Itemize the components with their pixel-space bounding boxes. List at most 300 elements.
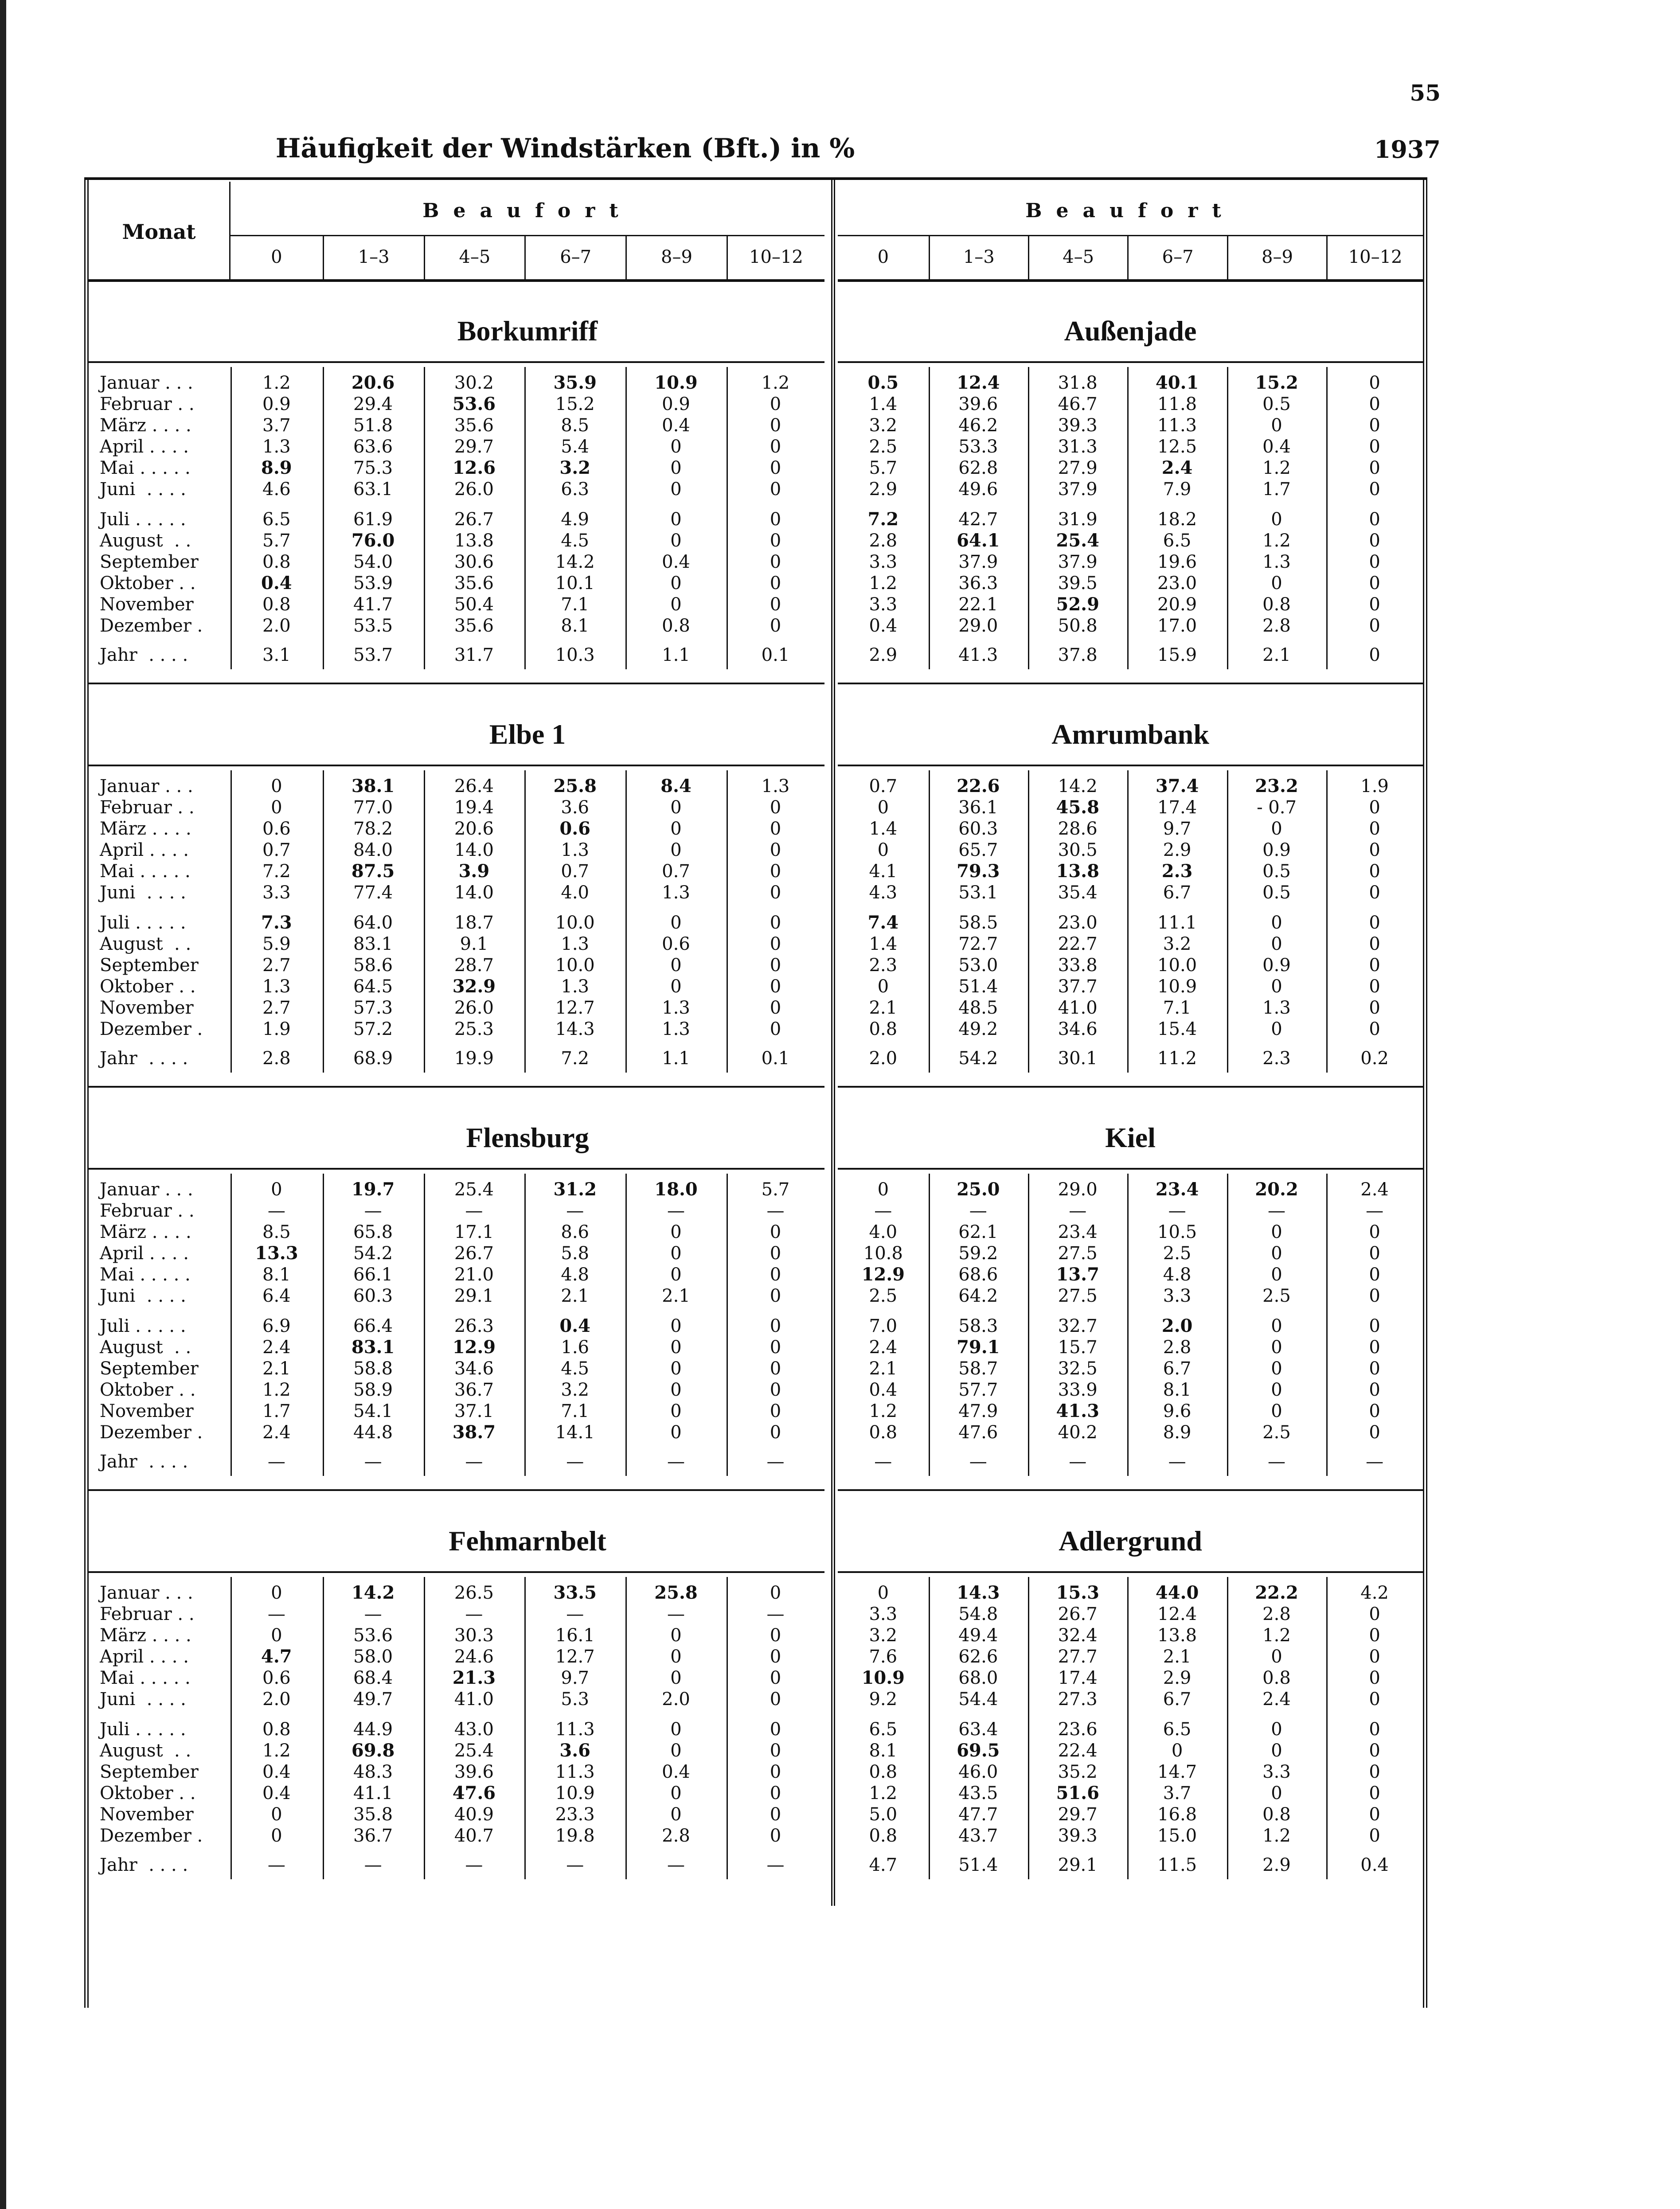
- data-cell: 7.3: [261, 912, 292, 933]
- month-label: Juni . . . .: [100, 882, 186, 903]
- data-cell: 1.2: [1262, 1826, 1291, 1846]
- data-cell: 0: [1271, 1316, 1282, 1336]
- data-cell: 83.1: [353, 934, 393, 954]
- month-row: [0, 1422, 1680, 1443]
- data-cell: 0.8: [262, 1719, 291, 1740]
- station-title-rule: [89, 1571, 824, 1573]
- month-label: August . .: [100, 934, 191, 954]
- data-cell: 25.8: [654, 1582, 698, 1603]
- beaufort-column-header: 1–3: [929, 235, 1028, 279]
- data-cell: 7.9: [1163, 479, 1192, 500]
- data-cell: 0: [1271, 1243, 1282, 1264]
- data-cell: 5.0: [869, 1804, 898, 1825]
- data-cell: 83.1: [351, 1337, 395, 1358]
- data-cell: 0: [770, 913, 781, 933]
- data-cell: 0: [1369, 1719, 1380, 1740]
- data-cell: 0: [670, 819, 682, 839]
- data-cell: 1.3: [662, 1019, 690, 1039]
- data-cell: 41.7: [353, 594, 393, 615]
- data-cell: 49.6: [958, 479, 998, 500]
- data-cell: —: [667, 1855, 685, 1875]
- data-cell: 13.8: [1056, 861, 1099, 882]
- data-cell: 23.0: [1157, 573, 1197, 593]
- beaufort-column-header: 8–9: [625, 235, 727, 279]
- data-cell: 0: [770, 861, 781, 882]
- month-label: Februar . .: [100, 394, 195, 414]
- data-cell: 2.5: [869, 437, 898, 457]
- data-cell: 0: [670, 1222, 682, 1242]
- data-cell: 36.7: [454, 1380, 494, 1400]
- data-cell: 0.8: [1262, 1668, 1291, 1688]
- month-row: [0, 1315, 1680, 1337]
- data-cell: 41.0: [454, 1689, 494, 1709]
- data-cell: 0.9: [1262, 840, 1291, 860]
- data-cell: 9.7: [1163, 819, 1192, 839]
- data-cell: 0.4: [662, 415, 690, 436]
- data-cell: 12.7: [555, 998, 595, 1018]
- data-cell: 58.7: [958, 1358, 998, 1379]
- month-label: Jahr . . . .: [100, 1855, 188, 1875]
- data-cell: 0: [1271, 1358, 1282, 1379]
- month-label: April . . . .: [100, 437, 189, 457]
- data-cell: 27.5: [1058, 1286, 1098, 1306]
- data-cell: 53.5: [353, 616, 393, 636]
- data-cell: 7.2: [867, 509, 899, 530]
- data-cell: 15.4: [1157, 1019, 1197, 1039]
- data-cell: 0: [1369, 616, 1380, 636]
- month-label: September: [100, 1358, 199, 1379]
- month-label: Januar . . .: [100, 1583, 193, 1603]
- data-cell: 9.6: [1163, 1401, 1192, 1421]
- data-cell: 0.6: [262, 819, 291, 839]
- data-cell: 2.4: [1360, 1179, 1389, 1200]
- data-cell: 1.3: [662, 998, 690, 1018]
- data-cell: 14.0: [454, 882, 494, 903]
- data-cell: 2.5: [869, 1286, 898, 1306]
- data-cell: 7.1: [1163, 998, 1192, 1018]
- data-cell: 6.5: [869, 1719, 898, 1740]
- month-label: November: [100, 1804, 194, 1825]
- data-cell: 0: [271, 1583, 282, 1603]
- data-cell: 29.7: [454, 437, 494, 457]
- data-cell: 23.3: [555, 1804, 595, 1825]
- month-row: [0, 1582, 1680, 1604]
- data-cell: 0: [770, 479, 781, 500]
- data-cell: 0: [770, 1337, 781, 1358]
- station-block-separator: [89, 1086, 824, 1088]
- data-cell: 6.3: [561, 479, 589, 500]
- month-row: [0, 1761, 1680, 1783]
- month-row: [0, 882, 1680, 903]
- month-label: September: [100, 552, 199, 572]
- month-label: Dezember .: [100, 1826, 203, 1846]
- data-cell: 0: [770, 882, 781, 903]
- data-cell: 12.4: [1157, 1604, 1197, 1624]
- data-cell: 31.3: [1058, 437, 1098, 457]
- data-cell: 51.4: [958, 976, 998, 997]
- data-cell: 0.8: [262, 594, 291, 615]
- data-cell: 0: [1369, 1804, 1380, 1825]
- data-cell: 2.7: [262, 998, 291, 1018]
- data-cell: 2.4: [1161, 457, 1193, 478]
- data-cell: 12.5: [1157, 437, 1197, 457]
- data-cell: 11.3: [555, 1762, 595, 1782]
- data-cell: 35.9: [553, 372, 597, 393]
- station-title: Außenjade: [1064, 315, 1197, 347]
- data-cell: 40.7: [454, 1826, 494, 1846]
- data-cell: 10.5: [1157, 1222, 1197, 1242]
- data-cell: —: [267, 1604, 285, 1624]
- month-row: [0, 1243, 1680, 1264]
- data-cell: 0: [1369, 394, 1380, 414]
- data-cell: 48.3: [353, 1762, 393, 1782]
- data-cell: —: [874, 1452, 892, 1472]
- data-cell: 35.2: [1058, 1762, 1098, 1782]
- data-cell: 41.1: [353, 1783, 393, 1803]
- data-cell: —: [1168, 1452, 1186, 1472]
- data-cell: 27.7: [1058, 1647, 1098, 1667]
- data-cell: 0: [1369, 1741, 1380, 1761]
- data-cell: 0: [670, 1265, 682, 1285]
- data-cell: 6.4: [262, 1286, 291, 1306]
- data-cell: 0: [1369, 1019, 1380, 1039]
- data-cell: 0: [1369, 594, 1380, 615]
- data-cell: 13.8: [1157, 1625, 1197, 1646]
- data-cell: 2.4: [1262, 1689, 1291, 1709]
- data-cell: 10.0: [555, 955, 595, 976]
- data-cell: 35.6: [454, 573, 494, 593]
- data-cell: 23.4: [1058, 1222, 1098, 1242]
- beaufort-column-header: 6–7: [1127, 235, 1227, 279]
- month-row: [0, 1667, 1680, 1689]
- data-cell: 1.3: [1262, 552, 1291, 572]
- month-row: [0, 1604, 1680, 1625]
- month-row: [0, 1222, 1680, 1243]
- month-label: April . . . .: [100, 840, 189, 860]
- data-cell: —: [465, 1201, 483, 1221]
- data-cell: 75.3: [353, 458, 393, 478]
- data-cell: 0.4: [262, 1762, 291, 1782]
- data-cell: 1.3: [662, 882, 690, 903]
- data-cell: 0: [1369, 913, 1380, 933]
- data-cell: 62.6: [958, 1647, 998, 1667]
- data-cell: 20.2: [1255, 1179, 1298, 1200]
- data-cell: 0: [770, 394, 781, 414]
- month-label: August . .: [100, 1741, 191, 1761]
- data-cell: —: [1366, 1201, 1384, 1221]
- data-cell: 0: [770, 531, 781, 551]
- data-cell: 0: [670, 509, 682, 530]
- data-cell: 54.1: [353, 1401, 393, 1421]
- data-cell: 0.8: [662, 616, 690, 636]
- data-cell: 0: [670, 1401, 682, 1421]
- data-cell: 33.8: [1058, 955, 1098, 976]
- data-cell: 0.4: [1360, 1855, 1389, 1875]
- data-cell: 3.1: [262, 645, 291, 665]
- data-cell: 64.2: [958, 1286, 998, 1306]
- data-cell: 0.8: [869, 1422, 898, 1443]
- data-cell: 4.2: [1360, 1583, 1389, 1603]
- data-cell: 0: [670, 1741, 682, 1761]
- data-cell: 7.4: [867, 912, 899, 933]
- data-cell: 0: [1369, 1401, 1380, 1421]
- data-cell: 1.3: [262, 976, 291, 997]
- data-cell: 0: [1369, 1358, 1380, 1379]
- data-cell: 6.7: [1163, 1358, 1192, 1379]
- month-label: Juli . . . . .: [100, 913, 186, 933]
- data-cell: 0: [1369, 458, 1380, 478]
- data-cell: 22.6: [957, 776, 1000, 796]
- data-cell: 2.1: [262, 1358, 291, 1379]
- data-cell: 0: [770, 819, 781, 839]
- data-cell: 0: [1369, 573, 1380, 593]
- data-cell: 0: [1369, 861, 1380, 882]
- month-row: [0, 997, 1680, 1019]
- annual-row: [0, 1854, 1680, 1876]
- data-cell: 0.5: [1262, 882, 1291, 903]
- data-cell: 0: [770, 1222, 781, 1242]
- data-cell: 6.7: [1163, 1689, 1192, 1709]
- data-cell: 1.4: [869, 394, 898, 414]
- data-cell: 7.1: [561, 1401, 589, 1421]
- data-cell: —: [267, 1201, 285, 1221]
- month-label: Januar . . .: [100, 1179, 193, 1200]
- data-cell: 4.5: [561, 1358, 589, 1379]
- data-cell: 0: [1369, 552, 1380, 572]
- month-label: Oktober . .: [100, 1783, 196, 1803]
- data-cell: 0: [670, 1422, 682, 1443]
- data-cell: 0: [770, 1689, 781, 1709]
- data-cell: 31.7: [454, 645, 494, 665]
- data-cell: 0: [271, 1826, 282, 1846]
- data-cell: 8.1: [262, 1265, 291, 1285]
- data-cell: —: [1069, 1201, 1087, 1221]
- data-cell: 0: [670, 437, 682, 457]
- data-cell: 0: [670, 1668, 682, 1688]
- data-cell: 7.6: [869, 1647, 898, 1667]
- data-cell: 14.2: [1058, 776, 1098, 796]
- data-cell: —: [667, 1201, 685, 1221]
- data-cell: 1.3: [1262, 998, 1291, 1018]
- data-cell: 44.8: [353, 1422, 393, 1443]
- data-cell: 6.5: [262, 509, 291, 530]
- data-cell: 27.3: [1058, 1689, 1098, 1709]
- data-cell: 10.9: [654, 372, 698, 393]
- month-row: [0, 861, 1680, 882]
- month-row: [0, 1379, 1680, 1401]
- data-cell: 57.3: [353, 998, 393, 1018]
- data-cell: 1.2: [262, 373, 291, 393]
- data-cell: 12.9: [452, 1337, 496, 1358]
- data-cell: 18.7: [454, 913, 494, 933]
- month-label: Juli . . . . .: [100, 1316, 186, 1336]
- data-cell: 0: [1369, 955, 1380, 976]
- data-cell: 11.1: [1157, 913, 1197, 933]
- data-cell: 3.6: [561, 797, 589, 818]
- data-cell: 6.9: [262, 1316, 291, 1336]
- data-cell: 18.0: [654, 1179, 698, 1200]
- data-cell: 0: [877, 1179, 889, 1200]
- data-cell: 0: [770, 1380, 781, 1400]
- data-cell: —: [465, 1604, 483, 1624]
- data-cell: 42.7: [958, 509, 998, 530]
- data-cell: 0: [670, 1625, 682, 1646]
- data-cell: 58.9: [353, 1380, 393, 1400]
- data-cell: 5.3: [561, 1689, 589, 1709]
- header-bottom-rule: [838, 279, 1423, 282]
- data-cell: 25.4: [454, 1741, 494, 1761]
- data-cell: 35.6: [454, 415, 494, 436]
- data-cell: 2.0: [1161, 1315, 1193, 1336]
- annual-row: [0, 644, 1680, 666]
- data-cell: —: [969, 1201, 987, 1221]
- data-cell: 1.3: [561, 976, 589, 997]
- month-row: [0, 573, 1680, 594]
- data-cell: 26.0: [454, 479, 494, 500]
- data-cell: 2.8: [262, 1048, 291, 1069]
- data-cell: 9.2: [869, 1689, 898, 1709]
- month-label: April . . . .: [100, 1647, 189, 1667]
- data-cell: 45.8: [1056, 797, 1099, 818]
- month-label: April . . . .: [100, 1243, 189, 1264]
- month-row: [0, 457, 1680, 479]
- data-cell: 4.8: [561, 1265, 589, 1285]
- month-label: Oktober . .: [100, 976, 196, 997]
- data-cell: 54.2: [353, 1243, 393, 1264]
- data-cell: 1.2: [761, 373, 790, 393]
- data-cell: 0: [770, 998, 781, 1018]
- data-cell: 25.4: [1056, 530, 1099, 551]
- station-title-rule: [838, 765, 1423, 766]
- data-cell: 1.2: [1262, 1625, 1291, 1646]
- page-number: 55: [1410, 80, 1441, 106]
- month-label: Juni . . . .: [100, 1286, 186, 1306]
- data-cell: 22.1: [958, 594, 998, 615]
- data-cell: 37.1: [454, 1401, 494, 1421]
- data-cell: 11.2: [1157, 1048, 1197, 1069]
- data-cell: 20.6: [351, 372, 395, 393]
- month-label: Juni . . . .: [100, 479, 186, 500]
- data-cell: —: [766, 1604, 785, 1624]
- data-cell: 0: [770, 1422, 781, 1443]
- data-cell: 0.4: [662, 1762, 690, 1782]
- data-cell: 78.2: [353, 819, 393, 839]
- month-row: [0, 479, 1680, 500]
- data-cell: 1.4: [869, 934, 898, 954]
- data-cell: 2.8: [1262, 616, 1291, 636]
- data-cell: 0: [770, 955, 781, 976]
- data-cell: —: [566, 1604, 584, 1624]
- data-cell: —: [766, 1452, 785, 1472]
- data-cell: 0.8: [869, 1019, 898, 1039]
- data-cell: 38.7: [452, 1422, 496, 1443]
- data-cell: 1.3: [561, 840, 589, 860]
- data-cell: 30.3: [454, 1625, 494, 1646]
- table-header-right: [838, 182, 1423, 282]
- data-cell: 31.8: [1058, 373, 1098, 393]
- data-cell: 47.6: [452, 1783, 496, 1803]
- data-cell: 37.9: [1058, 552, 1098, 572]
- data-cell: 7.2: [561, 1048, 589, 1069]
- data-cell: 2.4: [262, 1422, 291, 1443]
- beaufort-column-header: 10–12: [727, 235, 824, 279]
- data-cell: 41.0: [1058, 998, 1098, 1018]
- data-cell: 51.4: [958, 1855, 998, 1875]
- data-cell: 59.2: [958, 1243, 998, 1264]
- data-cell: 2.4: [869, 1337, 898, 1358]
- data-cell: 0: [1369, 437, 1380, 457]
- data-cell: 13.3: [255, 1243, 298, 1264]
- data-cell: 2.9: [869, 479, 898, 500]
- data-cell: 44.9: [353, 1719, 393, 1740]
- data-cell: 0.8: [869, 1826, 898, 1846]
- month-label: Januar . . .: [100, 373, 193, 393]
- data-cell: 0: [770, 1265, 781, 1285]
- data-cell: 0: [770, 797, 781, 818]
- data-cell: 37.8: [1058, 645, 1098, 665]
- month-row: [0, 797, 1680, 818]
- month-row: [0, 1719, 1680, 1740]
- data-cell: 12.7: [555, 1647, 595, 1667]
- data-cell: 4.0: [869, 1222, 898, 1242]
- data-cell: 13.8: [454, 531, 494, 551]
- data-cell: 10.8: [863, 1243, 903, 1264]
- data-cell: 32.9: [452, 976, 496, 997]
- data-cell: 0.6: [662, 934, 690, 954]
- data-cell: 0: [1369, 1826, 1380, 1846]
- month-label: Juni . . . .: [100, 1689, 186, 1709]
- data-cell: 0: [1369, 1316, 1380, 1336]
- data-cell: 66.1: [353, 1265, 393, 1285]
- data-cell: 39.3: [1058, 415, 1098, 436]
- data-cell: 22.2: [1255, 1582, 1298, 1603]
- data-cell: 0: [770, 976, 781, 997]
- data-cell: 0: [271, 1804, 282, 1825]
- data-cell: 4.7: [261, 1646, 292, 1667]
- data-cell: —: [364, 1604, 382, 1624]
- data-cell: 30.2: [454, 373, 494, 393]
- data-cell: 17.4: [1157, 797, 1197, 818]
- beaufort-column-header: 0: [877, 247, 889, 267]
- data-cell: 27.9: [1058, 458, 1098, 478]
- data-cell: 14.2: [351, 1582, 395, 1603]
- data-cell: 21.0: [454, 1265, 494, 1285]
- data-cell: 0.5: [1262, 394, 1291, 414]
- data-cell: 4.9: [561, 509, 589, 530]
- month-label: September: [100, 955, 199, 976]
- table-header-left: [89, 182, 824, 282]
- data-cell: 35.4: [1058, 882, 1098, 903]
- data-cell: 29.7: [1058, 1804, 1098, 1825]
- data-cell: 0: [770, 1783, 781, 1803]
- data-cell: 20.6: [454, 819, 494, 839]
- data-cell: 0.5: [867, 372, 899, 393]
- data-cell: 1.7: [1262, 479, 1291, 500]
- beaufort-column-header: 8–9: [1227, 235, 1326, 279]
- data-cell: 0: [1271, 819, 1282, 839]
- data-cell: 1.2: [869, 1783, 898, 1803]
- data-cell: 2.1: [869, 998, 898, 1018]
- data-cell: 4.1: [869, 861, 898, 882]
- data-cell: 8.1: [869, 1741, 898, 1761]
- data-cell: —: [465, 1452, 483, 1472]
- data-cell: 52.9: [1056, 594, 1099, 615]
- data-cell: 0: [1271, 913, 1282, 933]
- data-cell: 54.4: [958, 1689, 998, 1709]
- data-cell: 8.9: [1163, 1422, 1192, 1443]
- data-cell: 0: [1271, 934, 1282, 954]
- data-cell: 35.6: [454, 616, 494, 636]
